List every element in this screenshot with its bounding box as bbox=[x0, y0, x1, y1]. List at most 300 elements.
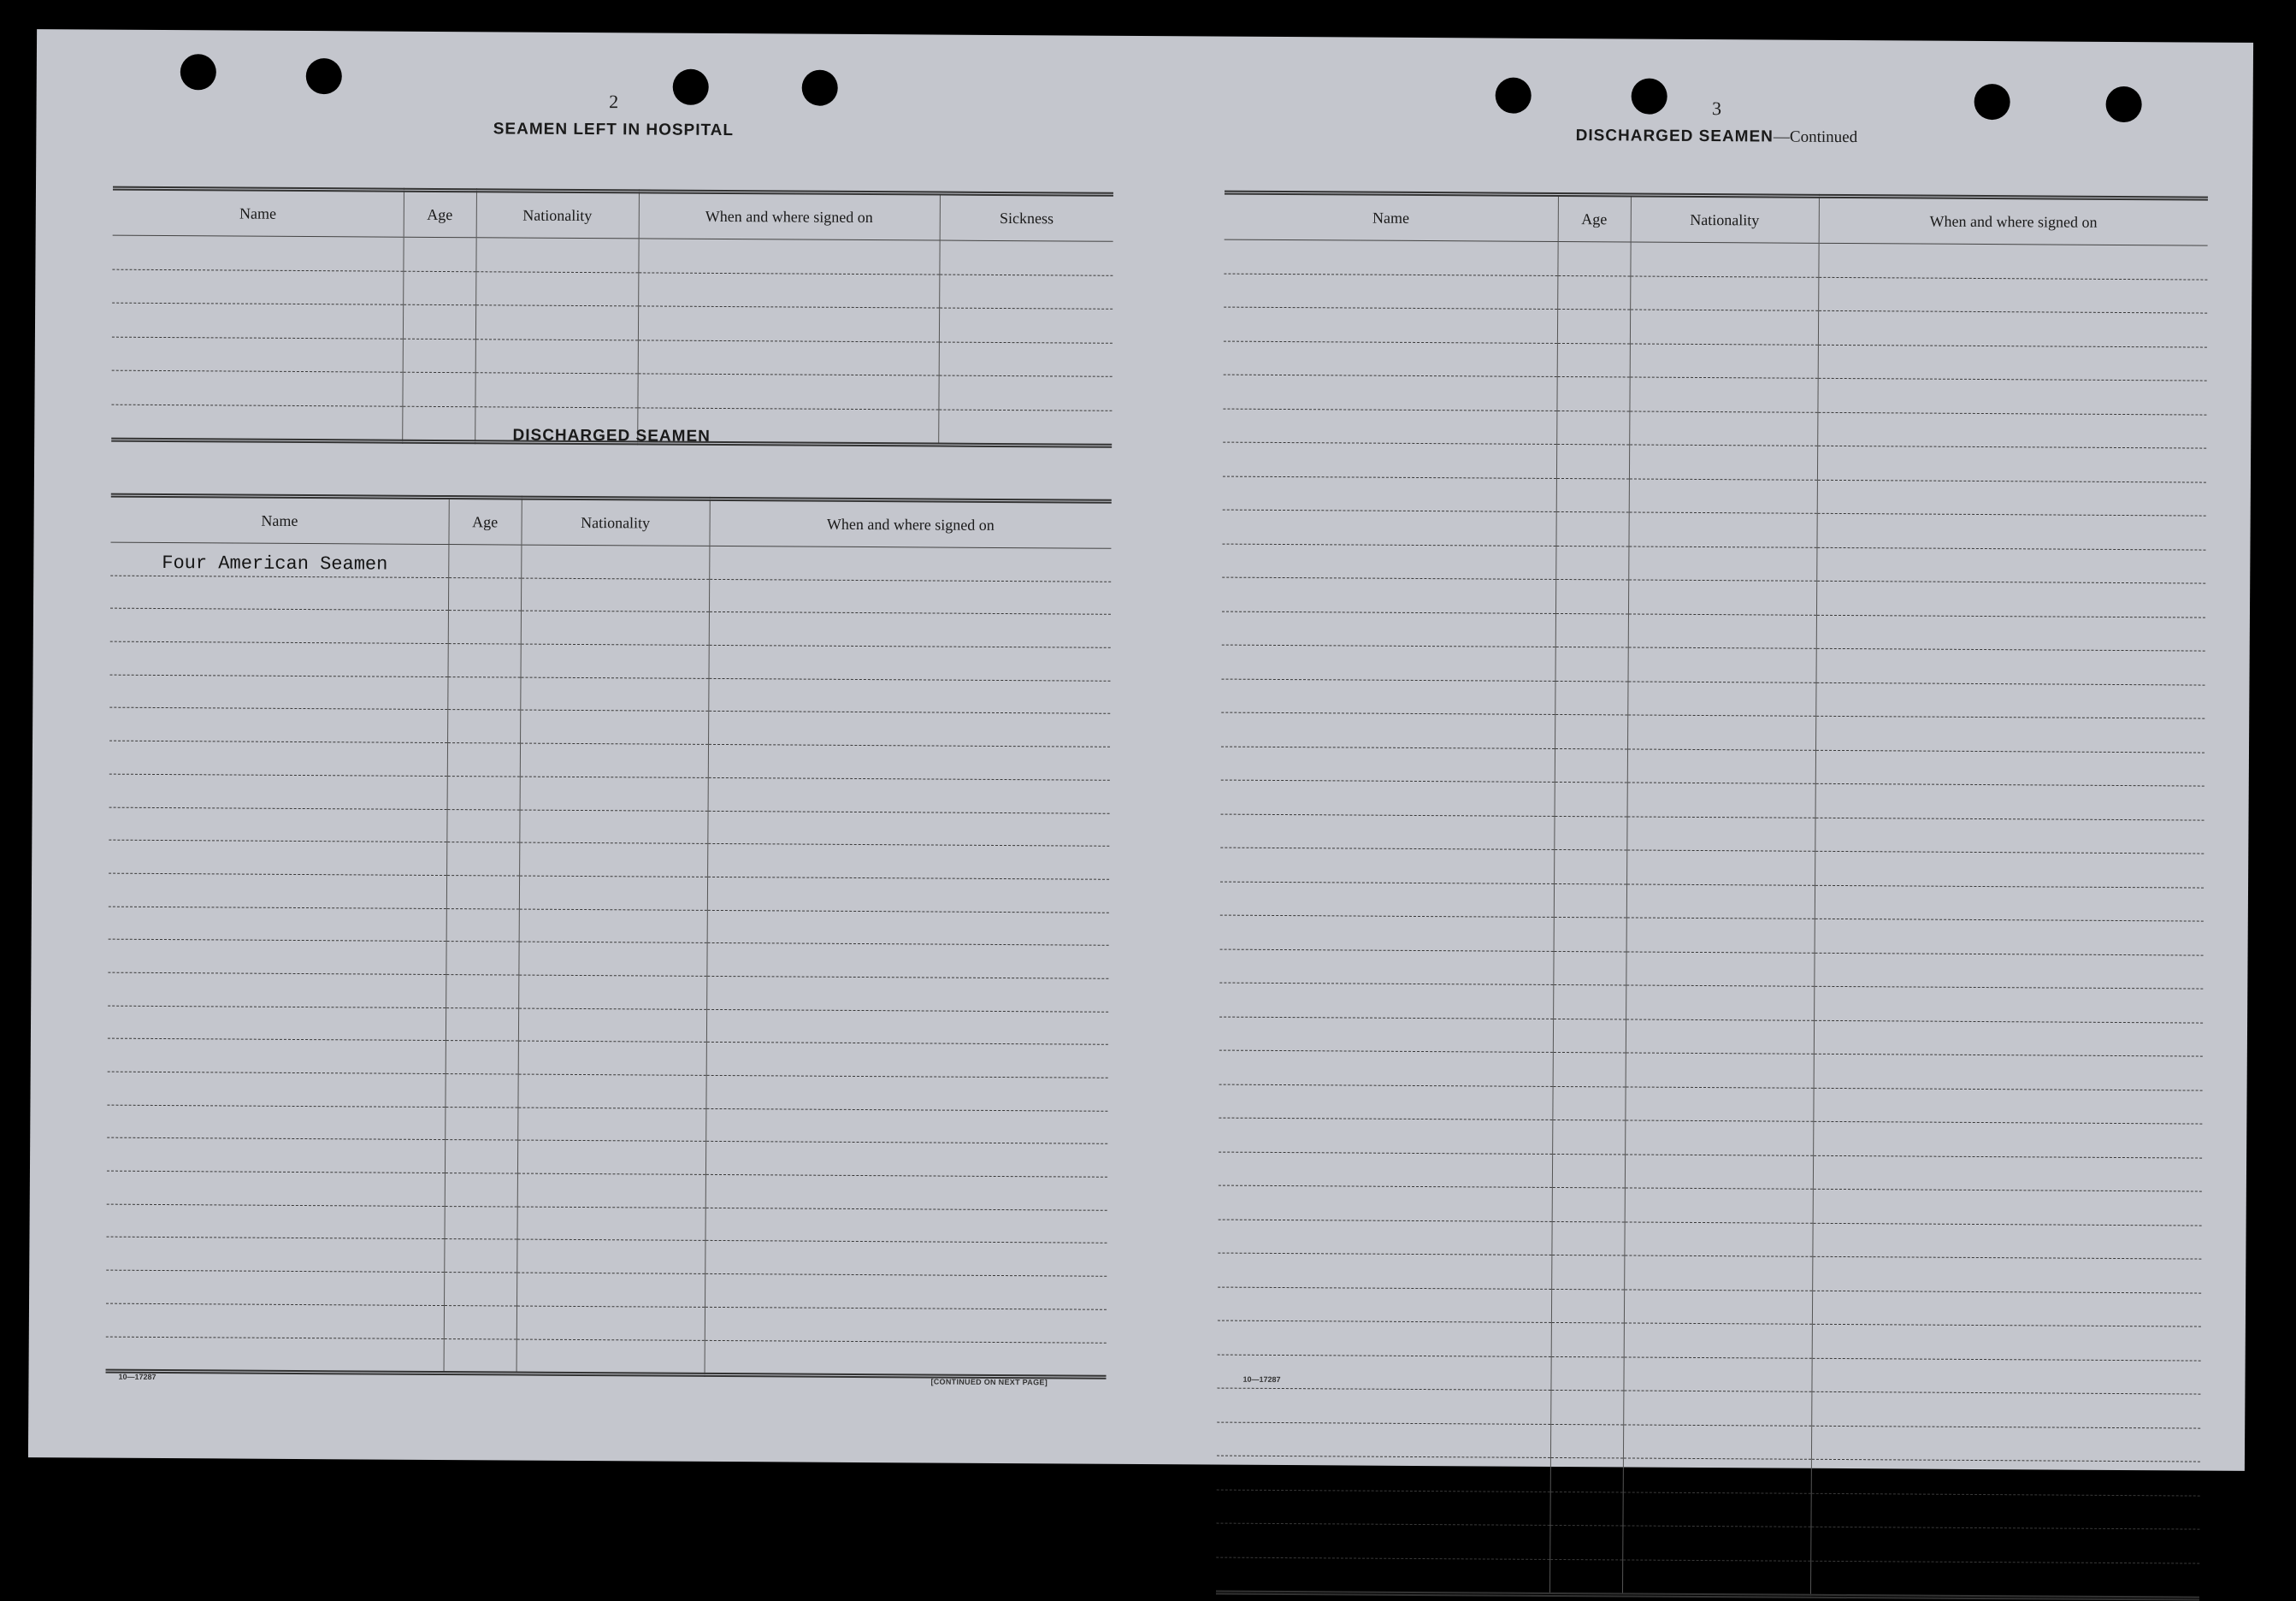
section-title-suffix: —Continued bbox=[1773, 127, 1858, 147]
cell-text bbox=[1622, 1591, 1809, 1593]
table-cell bbox=[1816, 513, 2205, 549]
table-cell bbox=[1628, 613, 1816, 648]
table-cell bbox=[1815, 783, 2205, 819]
table-cell bbox=[708, 712, 1110, 747]
table-cell bbox=[520, 743, 708, 777]
table-cell bbox=[1555, 579, 1628, 613]
table-cell bbox=[1815, 919, 2204, 954]
table-row bbox=[1219, 983, 2203, 1023]
table-row bbox=[1219, 1118, 2202, 1158]
table-cell bbox=[1626, 951, 1814, 986]
table-cell bbox=[516, 1239, 705, 1273]
table-cell bbox=[109, 708, 447, 743]
table-cell bbox=[106, 1270, 444, 1305]
table-cell bbox=[444, 1239, 516, 1273]
table-row bbox=[1216, 1557, 2199, 1599]
discharged-section-title: DISCHARGED SEAMEN bbox=[512, 426, 711, 446]
table-cell bbox=[520, 677, 708, 712]
table-cell bbox=[1222, 645, 1555, 681]
table-cell bbox=[1622, 1526, 1810, 1561]
page-number: 3 bbox=[1712, 97, 1722, 120]
table-cell bbox=[1816, 581, 2205, 617]
table-cell bbox=[402, 372, 475, 406]
table-cell bbox=[520, 711, 708, 745]
table-cell bbox=[1629, 478, 1817, 513]
table-row bbox=[1219, 949, 2203, 990]
table-cell bbox=[1216, 1557, 1549, 1595]
table-cell bbox=[638, 239, 939, 275]
table-cell bbox=[447, 676, 520, 710]
table-cell bbox=[521, 545, 709, 579]
table-cell bbox=[1551, 1221, 1624, 1255]
table-cell bbox=[1624, 1289, 1812, 1324]
table-cell bbox=[1219, 1050, 1553, 1086]
table-cell bbox=[1554, 849, 1626, 883]
table-cell bbox=[637, 374, 938, 410]
table-cell bbox=[1224, 274, 1557, 310]
column-header: Name bbox=[1225, 192, 1558, 241]
table-cell bbox=[445, 1074, 517, 1108]
table-cell bbox=[707, 844, 1109, 880]
table-cell bbox=[705, 1174, 1107, 1210]
table-cell bbox=[1557, 275, 1630, 310]
table-row bbox=[1217, 1388, 2200, 1428]
table-cell bbox=[1626, 850, 1815, 885]
right-page bbox=[1217, 37, 2209, 1471]
table-row bbox=[1222, 611, 2205, 652]
table-cell bbox=[448, 611, 521, 644]
cell-text bbox=[106, 1368, 444, 1371]
table-cell bbox=[1222, 577, 1555, 613]
table-cell bbox=[1818, 345, 2207, 381]
table-cell bbox=[107, 1105, 445, 1140]
table-cell bbox=[1549, 1559, 1622, 1595]
table-cell bbox=[1553, 984, 1626, 1019]
cell-text: Four American Seamen bbox=[162, 552, 388, 576]
table-cell bbox=[1221, 780, 1555, 816]
table-cell bbox=[708, 777, 1110, 813]
table-cell bbox=[1216, 1523, 1549, 1559]
table-cell bbox=[705, 1208, 1107, 1244]
table-cell bbox=[1630, 275, 1818, 310]
table-cell bbox=[1626, 1019, 1814, 1054]
table-cell bbox=[1624, 1255, 1812, 1291]
column-header: Age bbox=[404, 190, 476, 238]
table-cell bbox=[518, 975, 706, 1009]
table-cell bbox=[1623, 1356, 1811, 1391]
table-cell bbox=[445, 1107, 517, 1140]
table-cell bbox=[403, 339, 475, 373]
table-cell bbox=[705, 1142, 1107, 1178]
table-cell bbox=[1224, 341, 1557, 377]
table-cell bbox=[1220, 915, 1554, 951]
table-cell bbox=[1224, 239, 1557, 275]
table-cell bbox=[1625, 1120, 1813, 1155]
table-cell bbox=[1555, 681, 1627, 715]
left-page bbox=[105, 30, 1114, 1464]
column-header: Nationality bbox=[476, 191, 639, 239]
form-number: 10—17287 bbox=[1242, 1374, 1281, 1385]
table-row bbox=[1216, 1490, 2199, 1530]
table-cell bbox=[1812, 1291, 2201, 1326]
table-cell bbox=[638, 340, 939, 375]
table-cell bbox=[1555, 546, 1628, 580]
table-cell bbox=[444, 1206, 516, 1239]
table-cell bbox=[1217, 1422, 1550, 1458]
table-row bbox=[1222, 645, 2205, 685]
table-cell bbox=[707, 910, 1109, 946]
table-cell bbox=[1627, 715, 1815, 750]
table-cell bbox=[1626, 918, 1815, 953]
table-cell bbox=[519, 842, 707, 877]
table-cell bbox=[112, 269, 403, 305]
hospital-table bbox=[111, 186, 1113, 448]
table-cell bbox=[705, 1340, 1107, 1378]
table-row bbox=[1222, 544, 2205, 584]
table-cell bbox=[445, 1173, 517, 1207]
table-cell bbox=[1217, 1456, 1550, 1492]
table-cell bbox=[709, 546, 1111, 582]
table-cell bbox=[109, 873, 446, 908]
table-cell bbox=[1630, 310, 1818, 345]
table-cell bbox=[1221, 747, 1555, 783]
table-cell bbox=[1811, 1391, 2200, 1427]
table-cell bbox=[1552, 1086, 1625, 1120]
table-cell bbox=[444, 1305, 516, 1338]
table-row bbox=[1220, 848, 2204, 888]
table-cell bbox=[709, 612, 1111, 648]
table-cell bbox=[1626, 985, 1814, 1020]
discharged-continued-title bbox=[1225, 125, 2208, 150]
column-header: Age bbox=[1558, 194, 1631, 242]
table-cell bbox=[1815, 682, 2205, 718]
table-cell bbox=[1555, 511, 1628, 546]
table-cell bbox=[1219, 1185, 1552, 1221]
table-cell bbox=[1551, 1289, 1624, 1323]
table-cell bbox=[109, 774, 447, 809]
ledger-sheet bbox=[28, 29, 2253, 1471]
table-cell bbox=[707, 811, 1109, 847]
table-cell bbox=[108, 972, 446, 1007]
table-cell bbox=[1810, 1561, 2199, 1598]
table-cell bbox=[1812, 1256, 2201, 1292]
table-cell bbox=[1554, 816, 1626, 850]
table-cell bbox=[403, 237, 475, 271]
table-cell bbox=[1818, 310, 2207, 346]
table-cell bbox=[1814, 953, 2203, 989]
table-cell bbox=[1556, 376, 1629, 411]
table-cell bbox=[1550, 1356, 1623, 1391]
table-cell bbox=[1218, 1287, 1551, 1323]
table-cell bbox=[517, 1074, 705, 1108]
table-cell bbox=[1812, 1324, 2201, 1360]
table-cell bbox=[1220, 814, 1554, 850]
table-cell bbox=[520, 777, 708, 811]
table-cell bbox=[1549, 1525, 1622, 1559]
table-cell bbox=[112, 235, 403, 271]
column-header: Nationality bbox=[1631, 195, 1819, 243]
table-cell bbox=[1220, 848, 1554, 883]
table-cell bbox=[446, 842, 519, 876]
table-row bbox=[1224, 341, 2207, 381]
table-cell bbox=[109, 741, 447, 776]
table-row bbox=[1224, 307, 2207, 347]
table-cell bbox=[106, 1204, 444, 1239]
table-cell bbox=[1816, 615, 2205, 651]
table-row bbox=[1218, 1320, 2201, 1361]
table-cell bbox=[939, 308, 1113, 343]
table-cell bbox=[518, 1008, 706, 1043]
table-cell bbox=[1551, 1255, 1624, 1289]
table-cell bbox=[709, 579, 1111, 615]
table-cell bbox=[109, 907, 446, 942]
table-row bbox=[1219, 1152, 2202, 1192]
table-cell bbox=[1552, 1187, 1625, 1221]
table-cell bbox=[1811, 1426, 2200, 1462]
table-cell bbox=[1627, 783, 1815, 818]
table-cell bbox=[1555, 748, 1627, 783]
table-cell bbox=[447, 710, 520, 743]
table-cell bbox=[1814, 1020, 2203, 1056]
table-cell bbox=[1815, 648, 2205, 684]
table-cell bbox=[1216, 1490, 1549, 1526]
cell-text bbox=[1810, 1592, 2199, 1597]
table-cell bbox=[1219, 1118, 1552, 1154]
table-cell bbox=[1218, 1253, 1551, 1289]
table-cell bbox=[521, 578, 709, 612]
table-cell bbox=[1626, 883, 1815, 919]
table-cell bbox=[1556, 411, 1629, 445]
table-cell bbox=[1817, 412, 2206, 448]
table-cell bbox=[1816, 547, 2205, 583]
table-cell bbox=[1555, 714, 1627, 748]
table-cell bbox=[1627, 681, 1815, 716]
table-cell bbox=[445, 1140, 517, 1173]
table-cell bbox=[1553, 1052, 1626, 1086]
table-cell bbox=[1556, 444, 1629, 478]
table-cell bbox=[1813, 1088, 2202, 1124]
table-cell bbox=[705, 1274, 1107, 1310]
table-cell bbox=[1628, 546, 1816, 581]
table-cell bbox=[517, 1140, 705, 1174]
table-row bbox=[1223, 476, 2206, 517]
table-cell bbox=[1625, 1154, 1813, 1189]
table-cell bbox=[403, 304, 475, 339]
table-cell bbox=[1623, 1424, 1811, 1459]
table-cell bbox=[1813, 1121, 2202, 1157]
table-cell bbox=[1628, 580, 1816, 615]
table-cell bbox=[1549, 1492, 1622, 1526]
column-header: Sickness bbox=[940, 193, 1113, 241]
table-row bbox=[1223, 442, 2206, 482]
table-cell bbox=[939, 342, 1113, 377]
table-cell bbox=[475, 238, 638, 273]
table-cell bbox=[444, 1338, 516, 1374]
table-row bbox=[1219, 1084, 2202, 1125]
table-cell bbox=[519, 876, 707, 910]
table-row bbox=[1219, 1017, 2203, 1057]
table-cell bbox=[475, 339, 638, 374]
table-cell bbox=[516, 1339, 705, 1375]
column-header: When and where signed on bbox=[1819, 196, 2208, 245]
table-cell bbox=[107, 1072, 445, 1107]
table-cell bbox=[110, 542, 448, 577]
table-cell bbox=[705, 1108, 1107, 1144]
table-cell bbox=[1223, 476, 1556, 512]
table-cell bbox=[1815, 851, 2204, 887]
table-cell bbox=[1557, 343, 1630, 377]
table-row bbox=[1224, 239, 2207, 280]
table-cell bbox=[1222, 544, 1555, 580]
table-cell bbox=[1554, 917, 1626, 951]
table-cell bbox=[446, 908, 519, 942]
table-cell bbox=[446, 974, 518, 1007]
table-cell bbox=[521, 644, 709, 678]
table-cell bbox=[447, 743, 520, 777]
table-cell bbox=[110, 609, 448, 644]
table-row bbox=[1219, 1050, 2203, 1090]
table-cell bbox=[706, 1009, 1108, 1045]
table-cell bbox=[1550, 1424, 1623, 1458]
table-cell bbox=[1224, 307, 1557, 343]
table-cell bbox=[1557, 241, 1630, 275]
table-row bbox=[1222, 510, 2205, 550]
cell-text bbox=[1549, 1591, 1621, 1593]
table-cell bbox=[1810, 1493, 2199, 1529]
column-header: Age bbox=[448, 498, 521, 546]
table-row bbox=[1221, 780, 2205, 820]
table-row bbox=[1221, 712, 2205, 753]
table-cell bbox=[1219, 949, 1553, 985]
cell-text bbox=[444, 1369, 516, 1372]
table-cell bbox=[1218, 1320, 1551, 1356]
table-cell bbox=[109, 840, 446, 875]
column-header: Nationality bbox=[521, 498, 709, 546]
table-cell bbox=[1624, 1323, 1812, 1358]
table-cell bbox=[705, 1241, 1107, 1277]
table-cell bbox=[518, 942, 706, 976]
table-cell bbox=[112, 303, 403, 339]
table-cell bbox=[444, 1273, 516, 1306]
table-cell bbox=[108, 1038, 446, 1073]
table-cell bbox=[1557, 309, 1630, 343]
table-cell bbox=[638, 272, 939, 308]
table-cell bbox=[1818, 277, 2207, 313]
table-row bbox=[106, 1337, 1107, 1378]
table-cell bbox=[108, 939, 446, 974]
table-cell bbox=[705, 1307, 1107, 1343]
column-header: Name bbox=[113, 188, 404, 237]
table-cell bbox=[1554, 883, 1626, 918]
table-cell bbox=[519, 810, 707, 844]
table-cell bbox=[1223, 409, 1556, 445]
table-cell bbox=[1555, 647, 1628, 681]
table-cell bbox=[705, 1075, 1107, 1111]
form-number: 10—17287 bbox=[118, 1372, 156, 1381]
table-cell bbox=[1628, 647, 1816, 682]
table-row bbox=[1217, 1355, 2200, 1395]
table-cell bbox=[1218, 1220, 1551, 1255]
table-cell bbox=[1626, 1053, 1814, 1088]
table-cell bbox=[106, 1303, 444, 1338]
table-cell bbox=[107, 1171, 445, 1206]
table-cell bbox=[517, 1108, 705, 1142]
table-cell bbox=[939, 275, 1113, 310]
table-cell bbox=[708, 678, 1110, 714]
column-header: Name bbox=[110, 495, 448, 544]
discharged-table bbox=[106, 493, 1112, 1379]
table-cell bbox=[1553, 1019, 1626, 1053]
table-cell bbox=[517, 1173, 705, 1208]
table-cell bbox=[1814, 986, 2203, 1022]
cell-text bbox=[1216, 1589, 1549, 1592]
table-cell bbox=[1550, 1457, 1623, 1492]
table-row bbox=[1219, 1185, 2202, 1226]
table-cell bbox=[446, 942, 518, 975]
page-number: 2 bbox=[609, 91, 619, 113]
table-cell bbox=[1217, 1355, 1550, 1391]
table-row bbox=[1220, 915, 2204, 955]
table-cell bbox=[707, 877, 1109, 913]
table-cell bbox=[1818, 243, 2207, 279]
table-cell bbox=[939, 240, 1113, 275]
table-cell bbox=[1623, 1391, 1811, 1426]
table-cell bbox=[1810, 1527, 2199, 1563]
table-cell bbox=[403, 271, 475, 305]
table-cell bbox=[106, 1337, 444, 1374]
table-cell bbox=[446, 1041, 518, 1074]
table-cell bbox=[1555, 782, 1627, 816]
table-cell bbox=[448, 545, 521, 578]
table-row bbox=[1220, 882, 2204, 922]
table-cell bbox=[1815, 885, 2204, 921]
table-cell bbox=[1811, 1459, 2200, 1495]
table-cell bbox=[1625, 1188, 1813, 1223]
table-cell bbox=[706, 943, 1108, 979]
table-cell bbox=[448, 577, 521, 611]
table-cell bbox=[446, 875, 519, 908]
table-cell bbox=[516, 1306, 705, 1340]
table-row bbox=[1216, 1523, 2199, 1563]
table-row bbox=[1221, 747, 2205, 787]
table-cell bbox=[1630, 242, 1818, 277]
table-cell bbox=[706, 1043, 1108, 1078]
hospital-section-title: SEAMEN LEFT IN HOSPITAL bbox=[493, 120, 735, 140]
table-cell bbox=[1817, 480, 2206, 516]
table-cell bbox=[475, 373, 637, 408]
table-row bbox=[1222, 577, 2205, 617]
table-cell bbox=[1622, 1559, 1810, 1596]
table-cell bbox=[1223, 375, 1556, 411]
table-row bbox=[1217, 1422, 2200, 1462]
cell-text bbox=[705, 1371, 1107, 1375]
table-cell bbox=[106, 1238, 444, 1273]
table-cell bbox=[1552, 1120, 1625, 1154]
table-cell bbox=[1555, 613, 1628, 647]
table-cell bbox=[1221, 679, 1555, 715]
table-row bbox=[1220, 814, 2204, 854]
table-cell bbox=[1623, 1458, 1811, 1493]
table-cell bbox=[1222, 510, 1555, 546]
discharged-continued-table bbox=[1216, 191, 2208, 1601]
cell-text bbox=[516, 1370, 704, 1373]
table-cell bbox=[475, 305, 638, 340]
table-cell bbox=[447, 776, 520, 809]
table-cell bbox=[1625, 1086, 1813, 1121]
table-cell bbox=[638, 306, 939, 342]
table-cell bbox=[516, 1207, 705, 1241]
table-cell bbox=[1219, 1084, 1552, 1120]
